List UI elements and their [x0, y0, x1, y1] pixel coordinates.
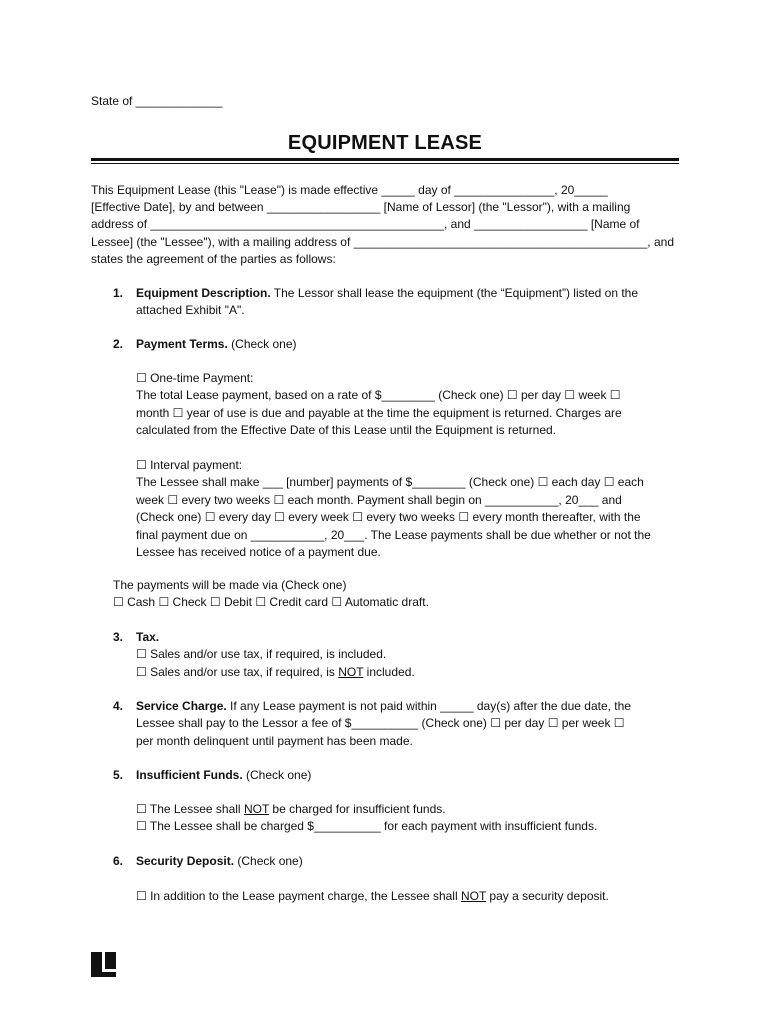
tax-not-included-checkbox[interactable]: [136, 664, 681, 681]
section-number: 3.: [113, 630, 124, 644]
interval-payment-text: The Lessee shall make ___ [number] payments of $________ (Check one) ☐ each day ☐ each: [136, 475, 644, 490]
title-rule-thick: [91, 158, 679, 161]
section-heading: Tax.: [136, 630, 160, 644]
one-time-payment-block: [91, 370, 681, 440]
section-text: If any Lease payment is not paid within _____ day(s) after the due date, the: [226, 699, 631, 713]
option-text: pay a security deposit.: [486, 889, 609, 903]
section-number: 5.: [113, 768, 124, 782]
section-payment-terms: [91, 336, 681, 353]
document-title: EQUIPMENT LEASE: [287, 132, 483, 154]
interval-payment-text: final payment due on ___________, 20___. The Lease payments shall be due whether or not the: [136, 527, 651, 542]
payment-method-options[interactable]: ☐ Cash ☐ Check ☐ Debit ☐ Credit card ☐ Automatic draft.: [113, 595, 429, 610]
option-emphasis: NOT: [338, 664, 364, 679]
one-time-payment-checkbox[interactable]: ☐ One-time Payment:: [136, 371, 254, 385]
nsf-not-charged-checkbox[interactable]: [136, 801, 681, 818]
section-number: 2.: [113, 337, 124, 351]
section-text: The Lessor shall lease the equipment (the “Equipment”) listed on the: [270, 286, 639, 300]
section-number: 6.: [113, 854, 124, 868]
option-text: included.: [363, 664, 415, 679]
option-emphasis: NOT: [243, 802, 270, 816]
section-number: 1.: [113, 286, 124, 300]
section-text: (Check one): [227, 337, 297, 351]
title-rule-thin: [91, 163, 679, 164]
section-service-charge: [91, 698, 681, 750]
section-heading: Payment Terms.: [136, 337, 228, 351]
intro-paragraph: [91, 182, 681, 268]
one-time-payment-text: The total Lease payment, based on a rate of $________ (Check one) ☐ per day ☐ week ☐: [136, 388, 621, 403]
option-text: ☐ In addition to the Lease payment charge, the Lessee shall: [136, 889, 461, 903]
state-line: State of _____________: [91, 94, 223, 108]
option-text: be charged for insufficient funds.: [269, 802, 446, 816]
section-text: (Check one): [242, 768, 312, 782]
section-equipment-description: [91, 285, 681, 320]
intro-line: Lessee] (the "Lessee"), with a mailing address of ____________________________________________, and: [91, 234, 674, 249]
interval-payment-text: (Check one) ☐ every day ☐ every week ☐ every two weeks ☐ every month thereafter, with the: [136, 510, 641, 525]
intro-line: This Equipment Lease (this "Lease") is made effective _____ day of _______________, 20_____: [91, 183, 608, 197]
security-deposit-options: [91, 888, 681, 905]
section-heading: Security Deposit.: [136, 854, 235, 868]
payment-method-label: The payments will be made via (Check one): [113, 578, 347, 592]
section-text: attached Exhibit "A".: [136, 303, 245, 318]
section-heading: Service Charge.: [136, 699, 227, 713]
interval-payment-block: [91, 457, 681, 561]
document-logo-icon: [91, 952, 116, 977]
section-security-deposit: [91, 853, 681, 870]
one-time-payment-text: calculated from the Effective Date of this Lease until the Equipment is returned.: [136, 423, 557, 438]
section-tax: [91, 629, 681, 681]
interval-payment-text: Lessee has received notice of a payment due.: [136, 545, 381, 560]
payment-method-block: [91, 577, 681, 612]
option-emphasis: NOT: [460, 889, 487, 903]
tax-included-checkbox[interactable]: ☐ Sales and/or use tax, if required, is included.: [136, 647, 387, 662]
section-text: (Check one): [234, 854, 303, 868]
section-heading: Insufficient Funds.: [136, 768, 243, 782]
intro-line: address of ____________________________________________, and _________________ [Name of: [91, 217, 640, 232]
interval-payment-checkbox[interactable]: ☐ Interval payment:: [136, 458, 243, 472]
section-number: 4.: [113, 699, 124, 713]
no-security-deposit-checkbox[interactable]: [136, 888, 681, 905]
section-insufficient-funds: [91, 767, 681, 784]
option-text: ☐ Sales and/or use tax, if required, is: [136, 664, 339, 679]
one-time-payment-text: month ☐ year of use is due and payable at the time the equipment is returned. Charges are: [136, 405, 622, 420]
nsf-charged-checkbox[interactable]: ☐ The Lessee shall be charged $__________ for each payment with insufficient funds.: [136, 819, 598, 834]
option-text: ☐ The Lessee shall: [136, 802, 244, 816]
insufficient-funds-options: [91, 801, 681, 836]
section-heading: Equipment Description.: [136, 286, 271, 300]
intro-line: [Effective Date], by and between _________________ [Name of Lessor] (the "Lessor"), with a mailing: [91, 200, 631, 215]
section-text: Lessee shall pay to the Lessor a fee of $__________ (Check one) ☐ per day ☐ per week ☐: [136, 716, 625, 731]
section-text: per month delinquent until payment has been made.: [136, 733, 413, 748]
interval-payment-text: week ☐ every two weeks ☐ each month. Payment shall begin on ___________, 20___ and: [136, 492, 622, 507]
intro-line: states the agreement of the parties as follows:: [91, 251, 336, 266]
